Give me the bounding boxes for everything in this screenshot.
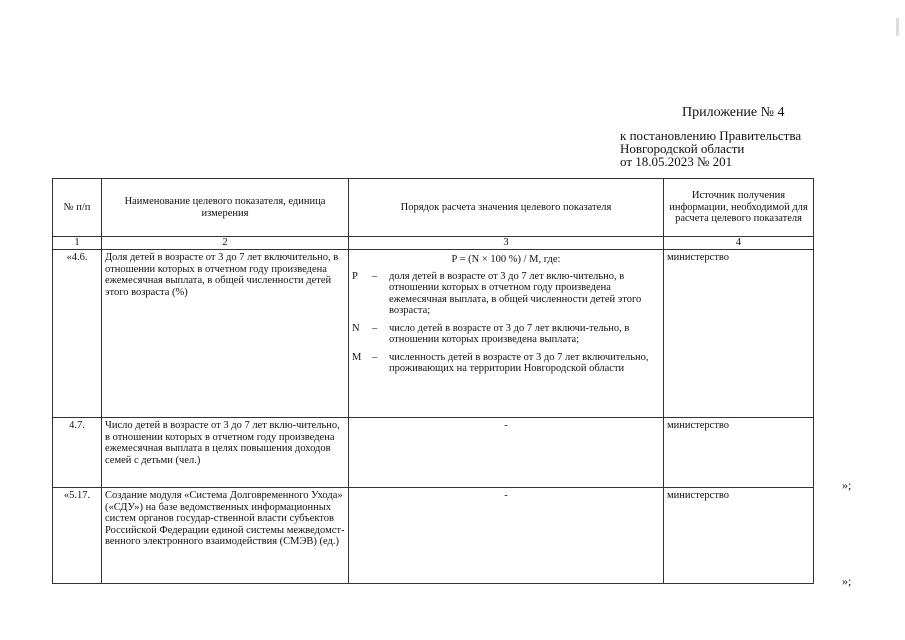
definition-symbol: P	[352, 270, 358, 282]
info-source: министерство	[664, 250, 814, 418]
appendix-line-2: Новгородской области	[620, 141, 745, 156]
appendix-line-1: к постановлению Правительства	[620, 128, 802, 143]
header-num: № п/п	[53, 179, 102, 237]
definition-text: численность детей в возрасте от 3 до 7 лет включительно, проживающих на территории Новгородской области	[389, 351, 649, 374]
indicator-name: Число детей в возрасте от 3 до 7 лет вклю-чительно, в отношении которых в отчетном году произведена ежемесячная выплата в целях повышения доходов семей с детьми (чел.)	[102, 418, 349, 488]
indicator-name: Доля детей в возрасте от 3 до 7 лет включительно, в отношении которых в отчетном году произведена ежемесячная выплата, в общей численности детей этого возраста (%)	[102, 250, 349, 418]
info-source: министерство	[664, 488, 814, 584]
definition-dash: –	[372, 270, 378, 282]
table-row	[53, 488, 814, 584]
table-row	[53, 250, 814, 418]
col-number: 2	[102, 237, 349, 250]
calc-method: -	[349, 418, 664, 488]
row-number: «5.17.	[53, 488, 102, 584]
appendix-line-3: от 18.05.2023 № 201	[620, 154, 733, 169]
indicators-table	[52, 178, 814, 584]
calc-method	[349, 250, 664, 418]
header-calc: Порядок расчета значения целевого показателя	[349, 179, 664, 237]
definition-symbol: M	[352, 351, 362, 363]
definition-m	[352, 352, 660, 375]
definition-dash: –	[372, 322, 378, 334]
table-header-row	[53, 179, 814, 237]
appendix-header	[620, 106, 860, 168]
header-source: Источник получения информации, необходимой для расчета целевого показателя	[664, 179, 814, 237]
col-number: 4	[664, 237, 814, 250]
column-number-row	[53, 237, 814, 250]
definition-p	[352, 271, 660, 317]
formula: P = (N × 100 %) / M, где:	[451, 254, 561, 265]
header-name: Наименование целевого показателя, единица измерения	[102, 179, 349, 237]
col-number: 1	[53, 237, 102, 250]
table-row	[53, 418, 814, 488]
row-number: 4.7.	[53, 418, 102, 488]
info-source: министерство	[664, 418, 814, 488]
definition-dash: –	[372, 351, 378, 363]
closing-quote: »;	[842, 478, 852, 492]
closing-quote: »;	[842, 574, 852, 588]
definition-text: число детей в возрасте от 3 до 7 лет включи-тельно, в отношении которых произведена выплата;	[389, 322, 630, 345]
col-number: 3	[349, 237, 664, 250]
definition-text: доля детей в возрасте от 3 до 7 лет вклю-чительно, в отношении которых в отчетном году произведена ежемесячная выплата, в общей численности детей этого возраста;	[389, 270, 642, 316]
calc-method: -	[349, 488, 664, 584]
indicator-name: Создание модуля «Система Долговременного Ухода» («СДУ») на базе ведомственных информационных систем органов государ-ственной власти субъектов Российской Федерации единой системы межведомст-венного электронного взаимодействия (СМЭВ) (ед.)	[102, 488, 349, 584]
definition-symbol: N	[352, 322, 360, 334]
row-number: «4.6.	[53, 250, 102, 418]
appendix-title: Приложение № 4	[682, 105, 785, 120]
definition-n	[352, 323, 660, 346]
page-edge-mark	[896, 18, 899, 36]
